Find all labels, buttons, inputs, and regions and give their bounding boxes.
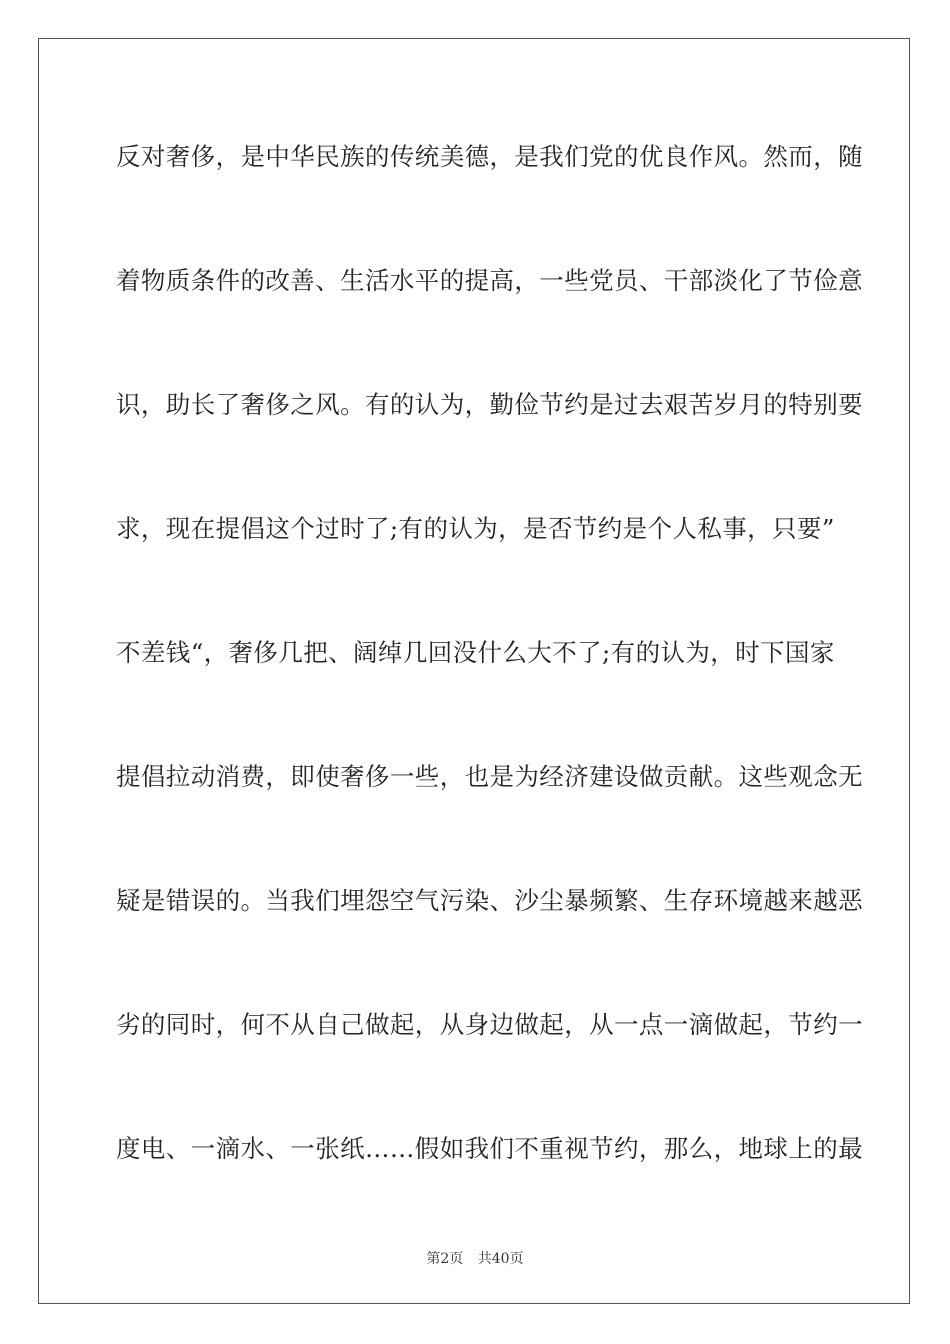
text-line: 不差钱“，奢侈几把、阔绰几回没什么大不了;有的认为，时下国家 <box>116 638 835 667</box>
text-line: 度电、一滴水、一张纸……假如我们不重视节约，那么，地球上的最 <box>116 1134 863 1163</box>
text-line: 疑是错误的。当我们埋怨空气污染、沙尘暴频繁、生存环境越来越恶 <box>116 886 863 915</box>
text-line: 提倡拉动消费，即使奢侈一些，也是为经济建设做贡献。这些观念无 <box>116 762 863 791</box>
page-footer <box>0 1248 950 1268</box>
document-body <box>116 124 863 1240</box>
text-line: 求，现在提倡这个过时了;有的认为，是否节约是个人私事，只要” <box>116 514 835 543</box>
text-line: 着物质条件的改善、生活水平的提高，一些党员、干部淡化了节俭意 <box>116 266 863 295</box>
page-number: 第2页 <box>426 1251 464 1267</box>
page-total: 共40页 <box>477 1251 524 1267</box>
text-line: 反对奢侈，是中华民族的传统美德，是我们党的优良作风。然而，随 <box>116 142 863 171</box>
text-line: 识，助长了奢侈之风。有的认为，勤俭节约是过去艰苦岁月的特别要 <box>116 390 863 419</box>
text-line: 劣的同时，何不从自己做起，从身边做起，从一点一滴做起，节约一 <box>116 1010 863 1039</box>
